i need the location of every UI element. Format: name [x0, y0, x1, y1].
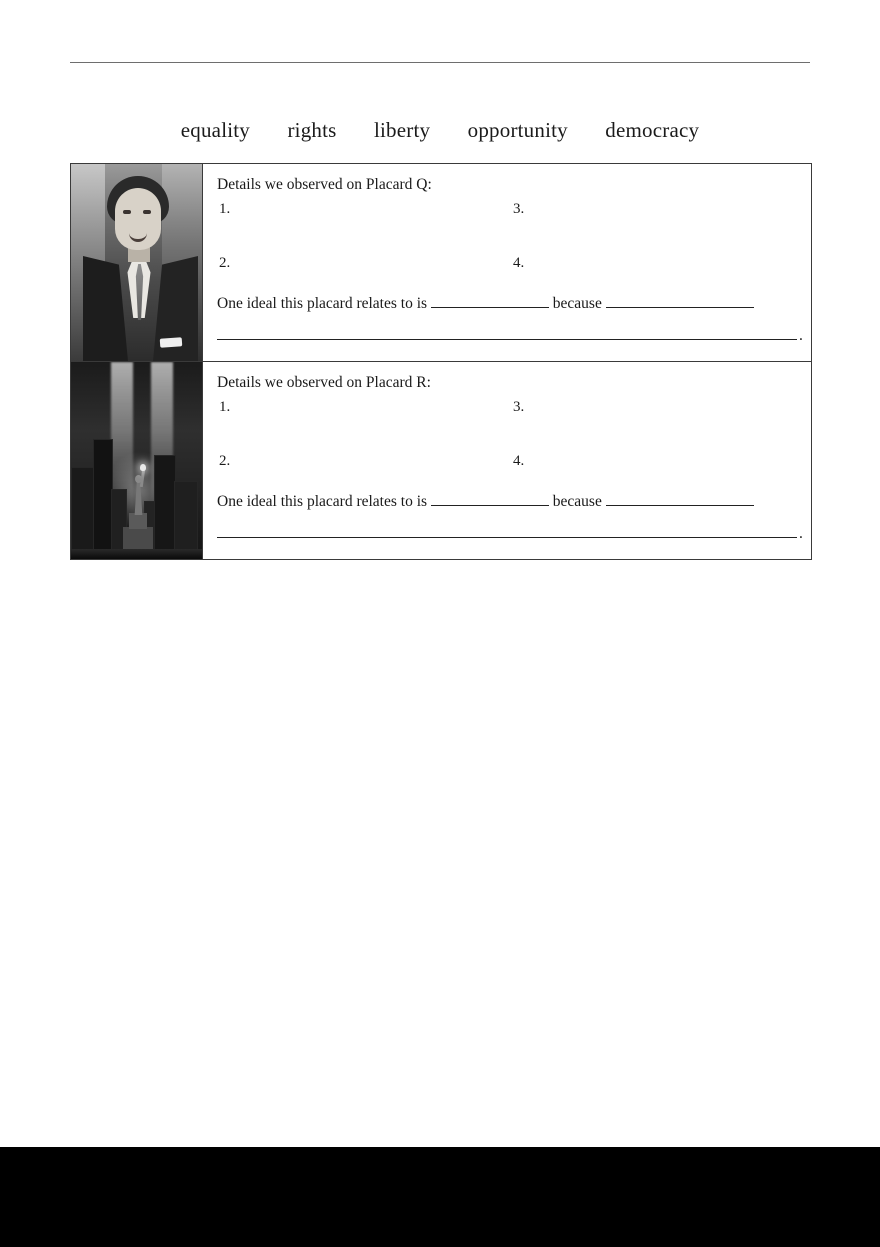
placard-q-detail-4[interactable]: 4.: [513, 254, 525, 271]
placard-q-detail-1[interactable]: 1.: [219, 200, 231, 217]
placard-r-ideal-line: [217, 493, 803, 511]
placard-r-ideal-prompt-start: One ideal this placard relates to is: [217, 492, 428, 510]
ideal-word-equality: equality: [180, 118, 251, 142]
placard-q-detail-3[interactable]: 3.: [513, 200, 525, 217]
page-bottom-bar: [0, 1147, 880, 1247]
header-divider: [70, 62, 810, 63]
placard-r-period: .: [799, 524, 803, 542]
placard-r-ideal-prompt-middle: because: [552, 492, 602, 510]
placard-q-period: .: [799, 326, 803, 344]
placard-row-q: [70, 163, 812, 362]
placard-q-ideal-line: [217, 295, 803, 313]
placard-q-detail-slots: [217, 199, 803, 291]
placard-r-detail-4[interactable]: 4.: [513, 452, 525, 469]
placard-r-detail-3[interactable]: 3.: [513, 398, 525, 415]
placard-q-detail-2[interactable]: 2.: [219, 254, 231, 271]
ideals-word-bank: [70, 118, 810, 143]
portrait-photo-icon: [71, 164, 202, 361]
placard-table: [70, 163, 812, 560]
placard-q-reason-blank[interactable]: [606, 307, 754, 308]
statue-of-liberty-icon: [71, 362, 202, 559]
placard-q-ideal-prompt-start: One ideal this placard relates to is: [217, 294, 428, 312]
placard-r-title: Details we observed on Placard R:: [217, 374, 431, 391]
placard-r-detail-slots: [217, 397, 803, 489]
placard-image-q: [71, 164, 203, 361]
placard-r-ideal-blank[interactable]: [431, 505, 549, 506]
placard-r-reason-blank[interactable]: [606, 505, 754, 506]
placard-row-r: [70, 361, 812, 560]
placard-r-reason-line2: [217, 525, 803, 543]
placard-content-r: [203, 362, 817, 559]
ideal-word-opportunity: opportunity: [467, 118, 568, 142]
placard-r-reason-blank-continued[interactable]: [217, 537, 797, 538]
placard-r-detail-2[interactable]: 2.: [219, 452, 231, 469]
placard-content-q: [203, 164, 817, 361]
placard-q-ideal-prompt-middle: because: [552, 294, 602, 312]
placard-q-title: Details we observed on Placard Q:: [217, 176, 432, 193]
placard-q-reason-blank-continued[interactable]: [217, 339, 797, 340]
placard-image-r: [71, 362, 203, 559]
ideal-word-rights: rights: [287, 118, 337, 142]
ideal-word-liberty: liberty: [373, 118, 431, 142]
ideal-word-democracy: democracy: [605, 118, 700, 142]
placard-q-ideal-blank[interactable]: [431, 307, 549, 308]
placard-q-reason-line2: [217, 327, 803, 345]
placard-r-detail-1[interactable]: 1.: [219, 398, 231, 415]
